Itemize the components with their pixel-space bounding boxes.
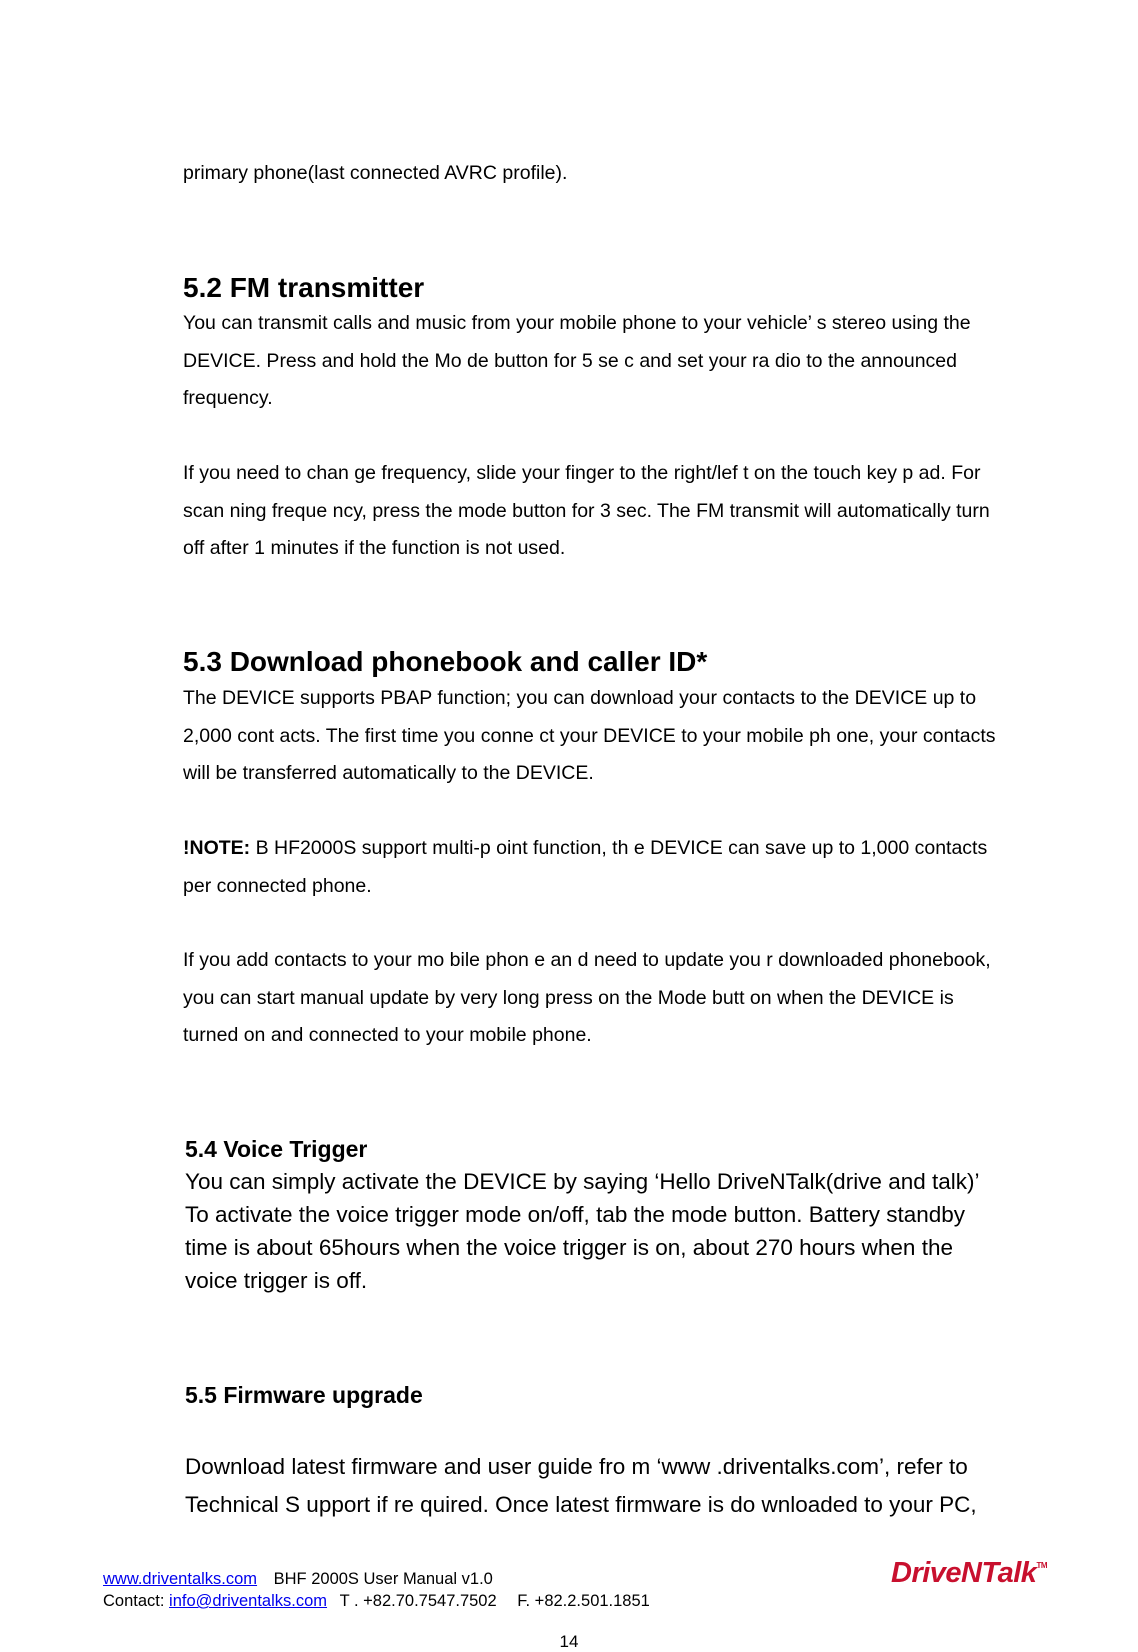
firmware-paragraph	[185, 1448, 1015, 1524]
voice-line-2: To activate the voice trigger mode on/off, tab the mode button. Battery standby	[185, 1202, 966, 1227]
logo-trademark: TM	[1036, 1561, 1047, 1570]
email-link[interactable]: info@driventalks.com	[169, 1592, 328, 1610]
fm-paragraph-1: You can transmit calls and music from your mobile phone to your vehicle’ s stereo using the DEVICE. Press and hold the Mo de button for 5 se c and set your ra dio to the announced frequency.	[183, 312, 971, 409]
firmware-line-1: Download latest firmware and user guide fro m ‘www .driventalks.com’, refer to	[185, 1454, 968, 1479]
intro-text: primary phone(last connected AVRC profile).	[183, 162, 568, 184]
voice-paragraph	[185, 1165, 1015, 1297]
note-text: B HF2000S support multi-p oint function, th e DEVICE can save up to 1,000 contacts per connected phone.	[183, 837, 988, 897]
voice-line-3: time is about 65hours when the voice trigger is on, about 270 hours when the	[185, 1235, 953, 1260]
phonebook-note	[183, 830, 1013, 905]
phone-number: T . +82.70.7547.7502	[339, 1592, 497, 1610]
firmware-line-2: Technical S upport if re quired. Once latest firmware is do wnloaded to your PC,	[185, 1492, 977, 1517]
footer-line-2	[103, 1590, 650, 1612]
footer-line-1	[103, 1568, 493, 1590]
phonebook-paragraph-2: If you add contacts to your mo bile phon e an d need to update you r downloaded phonebook, you can start manual update by very long press on the Mode butt on when the DEVICE is turned on and connected to your mobile phone.	[183, 949, 991, 1046]
brand-logo	[891, 1557, 1047, 1590]
logo-text: DriveNTalk	[891, 1557, 1037, 1589]
voice-heading: 5.4 Voice Trigger	[185, 1136, 368, 1162]
fm-paragraph-2: If you need to chan ge frequency, slide your finger to the right/lef t on the touch key p ad. For scan ning freque ncy, press the mode button for 3 sec. The FM transmit will automatically turn off after 1 minutes if the function is not used.	[183, 462, 990, 559]
manual-title: BHF 2000S User Manual v1.0	[273, 1570, 493, 1588]
contact-label: Contact:	[103, 1592, 165, 1610]
phonebook-heading: 5.3 Download phonebook and caller ID*	[183, 646, 708, 677]
note-label: !NOTE:	[183, 837, 251, 859]
voice-line-4: voice trigger is off.	[185, 1268, 368, 1293]
website-link[interactable]: www.driventalks.com	[103, 1570, 258, 1588]
page-number: 14	[559, 1632, 579, 1651]
fax-number: F. +82.2.501.1851	[517, 1592, 650, 1610]
voice-line-1: You can simply activate the DEVICE by saying ‘Hello DriveNTalk(drive and talk)’	[185, 1169, 980, 1194]
fm-heading: 5.2 FM transmitter	[183, 272, 425, 303]
firmware-heading: 5.5 Firmware upgrade	[185, 1382, 423, 1408]
phonebook-paragraph-1: The DEVICE supports PBAP function; you can download your contacts to the DEVICE up to 2,000 cont acts. The first time you conne ct your DEVICE to your mobile ph one, your contacts will be transferred automatically to the DEVICE.	[183, 687, 996, 784]
